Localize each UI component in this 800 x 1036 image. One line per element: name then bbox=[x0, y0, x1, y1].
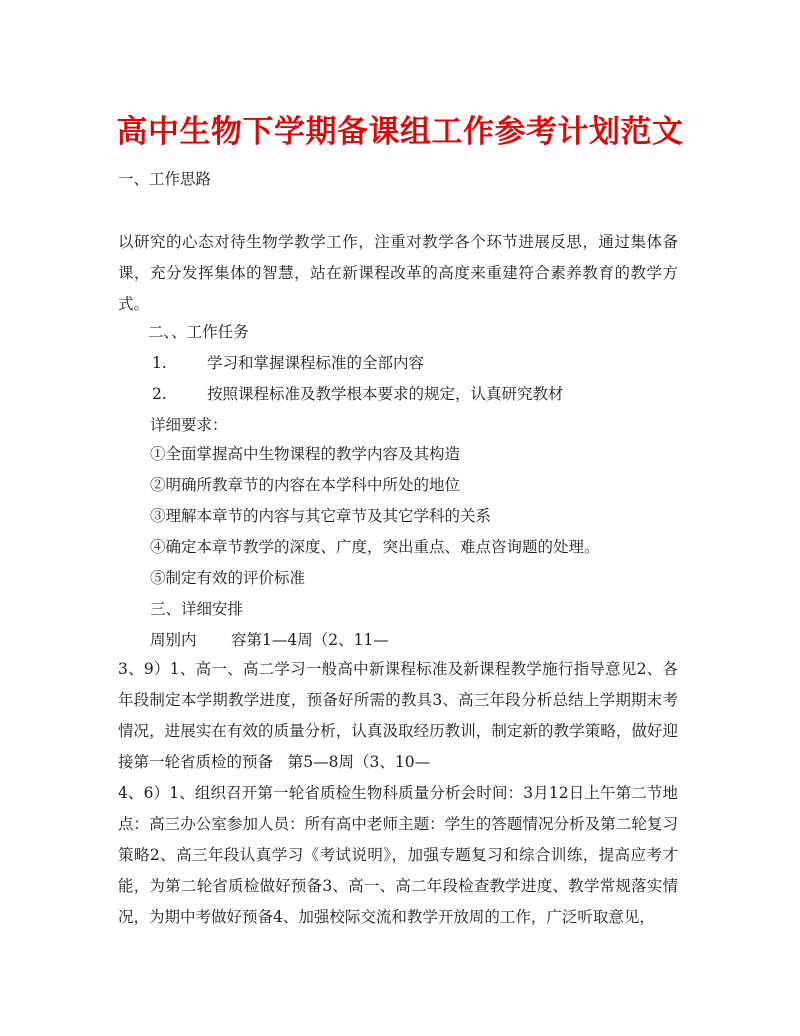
task-text: 按照课程标准及教学根本要求的规定，认真研究教材 bbox=[207, 385, 564, 403]
task-number: 2. bbox=[152, 385, 167, 403]
section-heading-work-ideas: 一、工作思路 bbox=[118, 170, 212, 188]
task-number: 1. bbox=[152, 354, 167, 372]
requirement-item: ①全面掌握高中生物课程的教学内容及其构造 bbox=[150, 445, 461, 463]
task-item bbox=[152, 383, 564, 405]
section-heading-detailed-schedule: 三、详细安排 bbox=[150, 600, 244, 618]
requirement-item: ⑤制定有效的评价标准 bbox=[150, 569, 306, 587]
task-item bbox=[152, 352, 424, 374]
document-title: 高中生物下学期备课组工作参考计划范文 bbox=[116, 114, 684, 150]
work-ideas-paragraph: 以研究的心态对待生物学教学工作，注重对教学各个环节进展反思，通过集体备课，充分发挥集体的智慧，站在新课程改革的高度来重建符合素养教育的教学方式。 bbox=[118, 233, 678, 313]
requirements-label: 详细要求： bbox=[150, 416, 228, 434]
task-text: 学习和掌握课程标准的全部内容 bbox=[207, 354, 425, 372]
schedule-header: 周别内 容第1—4周（2、11— bbox=[150, 631, 389, 649]
section-heading-work-tasks: 二、、工作任务 bbox=[148, 323, 249, 341]
requirement-item: ④确定本章节教学的深度、广度，突出重点、难点咨询题的处理。 bbox=[150, 538, 600, 556]
schedule-weeks-5-8: 4、6）1、组织召开第一轮省质检生物科质量分析会时间：3月12日上午第二节地点：高三办公室参加人员：所有高中老师主题：学生的答题情况分析及第二轮复习策略2、高三年段认真学习《考试说明》，加强专题复习和综合训练，提高应考才能，为第二轮省质检做好预备3、高一、高二年段检查教学进度、教学常规落实情况，为期中考做好预备4、加强校际交流和教学开放周的工作，广泛听取意见， bbox=[118, 784, 678, 926]
requirement-item: ③理解本章节的内容与其它章节及其它学科的关系 bbox=[150, 507, 492, 525]
requirement-item: ②明确所教章节的内容在本学科中所处的地位 bbox=[150, 476, 461, 494]
schedule-weeks-1-4: 3、9）1、高一、高二学习一般高中新课程标准及新课程教学施行指导意见2、各年段制定本学期教学进度，预备好所需的教具3、高三年段分析总结上学期期末考情况，进展实在有效的质量分析，认真汲取经历教训，制定新的教学策略，做好迎接第一轮省质检的预备 第5—8周（3、10— bbox=[118, 660, 678, 771]
